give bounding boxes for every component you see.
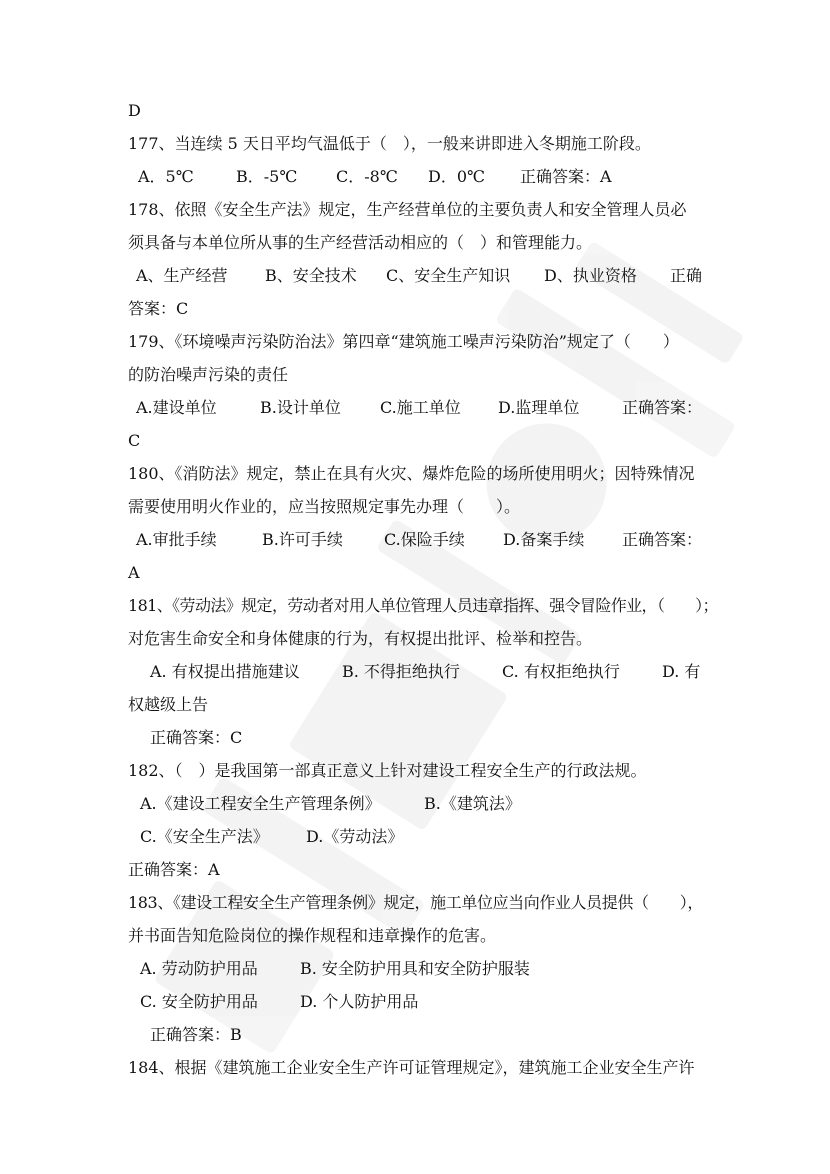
option-d: D.监理单位 — [498, 398, 580, 417]
option-d: D. 个人防护用品 — [300, 992, 419, 1011]
option-b: B.《建筑法》 — [424, 794, 521, 813]
question-182-stem: 182、（ ）是我国第一部真正意义上针对建设工程安全生产的行政法规。 — [128, 761, 647, 780]
option-d: D.《劳动法》 — [306, 827, 404, 846]
previous-answer: D — [128, 101, 141, 120]
question-181-stem: 181、《劳动法》规定，劳动者对用人单位管理人员违章指挥、强令冒险作业，（ ）； — [128, 596, 718, 615]
option-b: B.设计单位 — [260, 398, 341, 417]
answer-label: 正确答案： — [622, 398, 703, 417]
option-c: C、安全生产知识 — [386, 266, 511, 285]
option-c: C. 安全防护用品 — [140, 992, 258, 1011]
option-a: A. 劳动防护用品 — [140, 959, 258, 978]
option-c: C. 有权拒绝执行 — [502, 662, 620, 681]
option-c: C．-8℃ — [336, 167, 398, 186]
option-a: A. 有权提出措施建议 — [150, 662, 300, 681]
option-b: B. 不得拒绝执行 — [342, 662, 460, 681]
question-180-stem: 180、《消防法》规定，禁止在具有火灾、爆炸危险的场所使用明火；因特殊情况 — [128, 464, 695, 483]
question-184-stem: 184、根据《建筑施工企业安全生产许可证管理规定》，建筑施工企业安全生产许 — [128, 1058, 695, 1077]
question-179-stem-cont: 的防治噪声污染的责任 — [128, 365, 289, 384]
question-181-stem-cont: 对危害生命安全和身体健康的行为，有权提出批评、检举和控告。 — [128, 629, 593, 648]
question-178-stem-cont: 须具备与本单位所从事的生产经营活动相应的（ ）和管理能力。 — [128, 233, 593, 252]
answer-label: 正确答案： — [622, 530, 703, 549]
question-183-stem-cont: 并书面告知危险岗位的操作规程和违章操作的危害。 — [128, 926, 497, 945]
option-b: B．-5℃ — [236, 167, 298, 186]
question-180-stem-cont: 需要使用明火作业的，应当按照规定事先办理（ ）。 — [128, 497, 521, 516]
option-d: D.备案手续 — [503, 530, 585, 549]
question-178-answer: 答案：C — [128, 299, 189, 318]
question-183-answer: 正确答案：B — [150, 1025, 242, 1044]
option-c: C.保险手续 — [384, 530, 465, 549]
question-178-stem: 178、依照《安全生产法》规定，生产经营单位的主要负责人和安全管理人员必 — [128, 200, 687, 219]
question-179-answer: C — [128, 431, 141, 450]
option-d: D．0℃ — [428, 167, 485, 186]
option-d: D. 有 — [662, 662, 701, 681]
question-180-answer: A — [128, 563, 140, 582]
option-b: B、安全技术 — [265, 266, 357, 285]
question-181-option-wrap: 权越级上告 — [128, 695, 209, 714]
option-a: A.审批手续 — [136, 530, 217, 549]
question-177-stem: 177、当连续 5 天日平均气温低于（ ），一般来讲即进入冬期施工阶段。 — [128, 134, 651, 153]
answer-label: 正确 — [670, 266, 703, 285]
option-c: C.《安全生产法》 — [140, 827, 269, 846]
question-181-answer: 正确答案：C — [150, 728, 243, 747]
option-d: D、执业资格 — [544, 266, 637, 285]
option-b: B. 安全防护用具和安全防护服装 — [300, 959, 530, 978]
option-a: A.《建设工程安全生产管理条例》 — [140, 794, 381, 813]
option-b: B.许可手续 — [262, 530, 343, 549]
option-a: A．5℃ — [138, 167, 194, 186]
option-c: C.施工单位 — [380, 398, 461, 417]
question-182-answer: 正确答案：A — [128, 860, 220, 879]
option-a: A.建设单位 — [136, 398, 217, 417]
question-179-stem: 179、《环境噪声污染防治法》第四章“建筑施工噪声污染防治”规定了（ ） — [128, 332, 679, 351]
question-183-stem: 183、《建设工程安全生产管理条例》规定，施工单位应当向作业人员提供（ ）， — [128, 893, 703, 912]
answer: 正确答案：A — [520, 167, 612, 186]
option-a: A、生产经营 — [136, 266, 228, 285]
